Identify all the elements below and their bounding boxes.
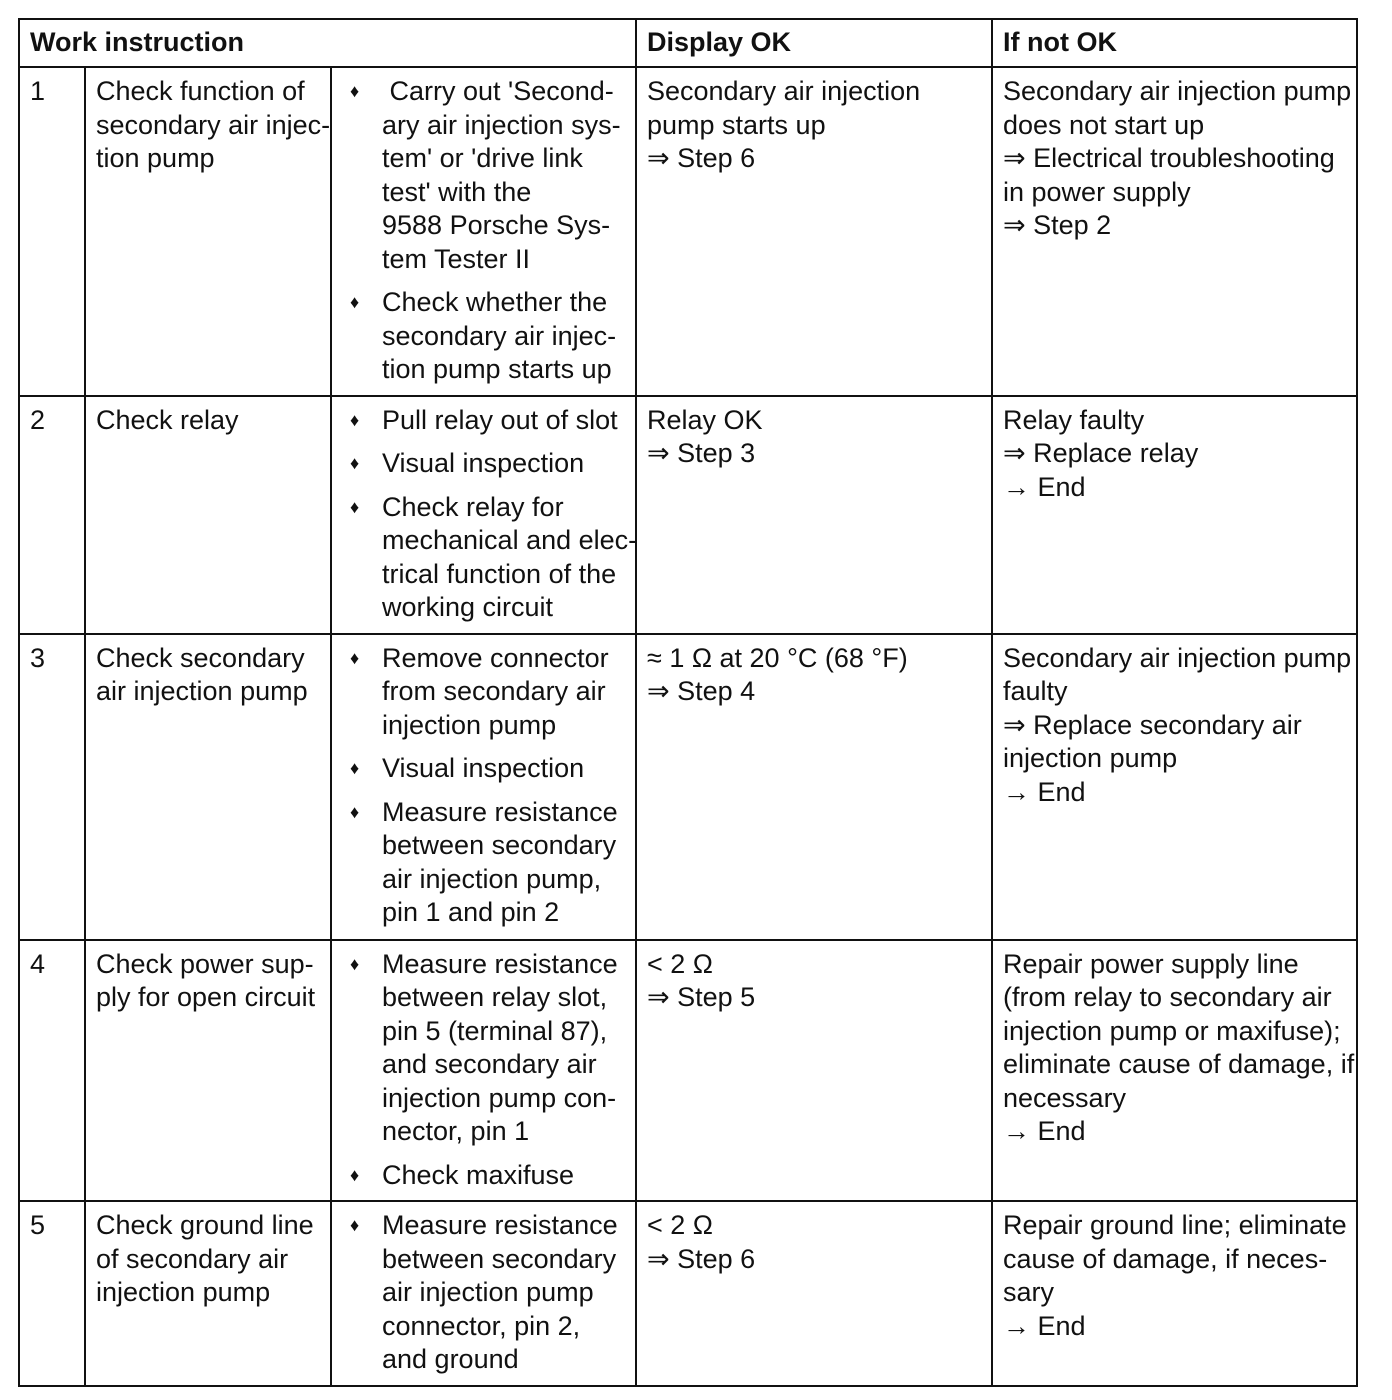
text-line: injection pump or maxifuse); (1003, 1015, 1341, 1046)
text-line: injection pump (96, 1277, 271, 1307)
text-line: Relay OK (647, 404, 763, 435)
if-not-ok-cell (992, 940, 1357, 1202)
step-number: 2 (19, 396, 85, 634)
display-ok-text (647, 404, 981, 471)
table-body (19, 67, 1357, 1386)
work-instruction-table (18, 18, 1358, 1387)
text-line: nector, pin 1 (382, 1116, 530, 1146)
check-cell (85, 67, 331, 396)
diamond-bullet-icon: ♦ (350, 1164, 360, 1185)
text-line: Repair power supply line (1003, 948, 1299, 979)
text-line: test' with the (382, 176, 532, 207)
if-not-ok-text (1003, 642, 1352, 810)
text-line: tem' or 'drive link (382, 143, 583, 173)
text-line: tion pump (96, 143, 215, 173)
if-not-ok-text (1003, 1209, 1346, 1343)
text-line: air injection pump, (382, 863, 602, 894)
display-ok-cell (636, 940, 992, 1202)
if-not-ok-text (1003, 75, 1352, 243)
text-line: mechanical and elec- (382, 525, 638, 555)
text-line: connector, pin 2, (382, 1310, 581, 1341)
action-list (342, 1209, 625, 1377)
action-item (342, 948, 625, 1149)
text-line: ary air injection sys- (382, 109, 621, 140)
text-line: between relay slot, (382, 982, 608, 1012)
header-work-instruction: Work instruction (19, 19, 636, 67)
text-line: pin 5 (terminal 87), (382, 1015, 608, 1046)
text-line: air injection pump (382, 1277, 594, 1307)
text-line: between secondary (382, 1243, 617, 1274)
diamond-bullet-icon: ♦ (350, 409, 360, 430)
actions-cell (331, 396, 636, 634)
header-display-ok: Display OK (636, 19, 992, 67)
action-list (342, 75, 625, 387)
text-line: faulty (1003, 676, 1068, 706)
table-row (19, 396, 1357, 634)
diamond-bullet-icon: ♦ (350, 496, 360, 517)
text-line: eliminate cause of damage, if (1003, 1049, 1355, 1079)
text-line: between secondary (382, 830, 617, 860)
check-text (96, 404, 320, 438)
text-line: (from relay to secondary air (1003, 982, 1332, 1012)
text-line: and secondary air (382, 1049, 597, 1079)
diamond-bullet-icon: ♦ (350, 953, 360, 974)
if-not-ok-cell (992, 1201, 1357, 1386)
diamond-bullet-icon: ♦ (350, 81, 360, 101)
display-ok-cell (636, 634, 992, 940)
step-number: 4 (19, 940, 85, 1202)
if-not-ok-text (1003, 404, 1346, 505)
text-line: from secondary air (382, 676, 606, 706)
display-ok-text (647, 948, 981, 1015)
text-line: secondary air injec- (96, 109, 331, 140)
text-line: Measure resistance (382, 948, 618, 979)
if-not-ok-text (1003, 948, 1355, 1149)
action-item (342, 1159, 625, 1193)
check-text (96, 642, 320, 709)
diamond-bullet-icon: ♦ (350, 801, 360, 822)
text-line: ⇒ Step 6 (647, 1243, 756, 1274)
text-line: ⇒ Step 6 (647, 143, 756, 173)
text-line: ≈ 1 Ω at 20 °C (68 °F) (647, 642, 908, 673)
check-text (96, 948, 320, 1015)
step-number: 3 (19, 634, 85, 940)
actions-cell (331, 1201, 636, 1386)
text-line: Check whether the (382, 287, 608, 317)
table-row (19, 1201, 1357, 1386)
text-line: tem Tester II (382, 243, 531, 274)
if-not-ok-cell (992, 396, 1357, 634)
text-line: ⇒ Step 2 (1003, 210, 1112, 240)
diamond-bullet-icon: ♦ (350, 1215, 360, 1235)
action-item (342, 447, 625, 481)
text-line: air injection pump (96, 676, 308, 706)
actions-cell (331, 634, 636, 940)
text-line: Check relay (96, 404, 239, 435)
action-item (342, 75, 625, 276)
check-text (96, 75, 331, 176)
action-list (342, 642, 625, 930)
text-line: Relay faulty (1003, 404, 1145, 435)
text-line: Check ground line (96, 1210, 314, 1240)
text-line: Check power sup- (96, 948, 314, 979)
header-if-not-ok: If not OK (992, 19, 1357, 67)
table-row (19, 67, 1357, 396)
diamond-bullet-icon: ♦ (350, 292, 360, 312)
action-item (342, 752, 625, 786)
text-line: ⇒ Replace secondary air (1003, 709, 1302, 740)
text-line: does not start up (1003, 109, 1205, 140)
text-line: → End (1003, 776, 1086, 807)
text-line: Secondary air injection (647, 76, 921, 106)
display-ok-text (647, 75, 981, 176)
table-row (19, 634, 1357, 940)
actions-cell (331, 940, 636, 1202)
text-line: Check maxifuse (382, 1159, 575, 1190)
diamond-bullet-icon: ♦ (350, 647, 360, 668)
check-cell (85, 940, 331, 1202)
text-line: Secondary air injection pump (1003, 76, 1352, 106)
action-list (342, 948, 625, 1193)
text-line: injection pump con- (382, 1082, 617, 1113)
if-not-ok-cell (992, 67, 1357, 396)
text-line: Measure resistance (382, 796, 618, 827)
text-line: Measure resistance (382, 1210, 618, 1240)
text-line: Carry out 'Second- (382, 76, 614, 106)
text-line: ply for open circuit (96, 982, 316, 1012)
table-row (19, 940, 1357, 1202)
check-cell (85, 396, 331, 634)
action-item (342, 404, 625, 438)
text-line: Check relay for (382, 491, 564, 522)
check-cell (85, 634, 331, 940)
text-line: Remove connector (382, 642, 609, 673)
text-line: secondary air injec- (382, 320, 617, 351)
text-line: ⇒ Step 5 (647, 982, 756, 1012)
text-line: in power supply (1003, 176, 1191, 207)
display-ok-text (647, 642, 981, 709)
display-ok-cell (636, 396, 992, 634)
text-line: and ground (382, 1344, 519, 1374)
text-line: ⇒ Step 4 (647, 676, 756, 706)
display-ok-text (647, 1209, 981, 1276)
action-item (342, 796, 625, 930)
action-item (342, 642, 625, 743)
check-text (96, 1209, 320, 1310)
text-line: ⇒ Step 3 (647, 438, 756, 468)
text-line: Secondary air injection pump (1003, 642, 1352, 673)
text-line: ⇒ Replace relay (1003, 438, 1199, 468)
action-list (342, 404, 638, 625)
if-not-ok-cell (992, 634, 1357, 940)
text-line: Check secondary (96, 642, 305, 673)
text-line: < 2 Ω (647, 948, 713, 979)
text-line: → End (1003, 1116, 1086, 1146)
text-line: → End (1003, 471, 1086, 502)
text-line: sary (1003, 1277, 1055, 1307)
header-row (19, 19, 1357, 67)
text-line: Check function of (96, 76, 305, 106)
text-line: Visual inspection (382, 753, 585, 783)
display-ok-cell (636, 67, 992, 396)
text-line: 9588 Porsche Sys- (382, 210, 611, 240)
text-line: pump starts up (647, 109, 826, 140)
text-line: Pull relay out of slot (382, 404, 618, 435)
text-line: ⇒ Electrical troubleshooting (1003, 143, 1335, 173)
action-item (342, 1209, 625, 1377)
text-line: → End (1003, 1310, 1086, 1341)
text-line: of secondary air (96, 1243, 289, 1274)
text-line: Repair ground line; eliminate (1003, 1210, 1347, 1240)
step-number: 1 (19, 67, 85, 396)
action-item (342, 491, 638, 625)
text-line: injection pump (382, 709, 557, 740)
text-line: Visual inspection (382, 448, 585, 478)
step-number: 5 (19, 1201, 85, 1386)
text-line: necessary (1003, 1082, 1127, 1113)
diamond-bullet-icon: ♦ (350, 453, 360, 473)
text-line: working circuit (382, 592, 554, 622)
text-line: injection pump (1003, 743, 1178, 773)
action-item (342, 286, 625, 387)
diamond-bullet-icon: ♦ (350, 758, 360, 778)
text-line: pin 1 and pin 2 (382, 897, 560, 927)
display-ok-cell (636, 1201, 992, 1386)
text-line: trical function of the (382, 558, 617, 589)
actions-cell (331, 67, 636, 396)
check-cell (85, 1201, 331, 1386)
text-line: cause of damage, if neces- (1003, 1243, 1328, 1274)
text-line: < 2 Ω (647, 1210, 713, 1240)
text-line: tion pump starts up (382, 354, 612, 384)
